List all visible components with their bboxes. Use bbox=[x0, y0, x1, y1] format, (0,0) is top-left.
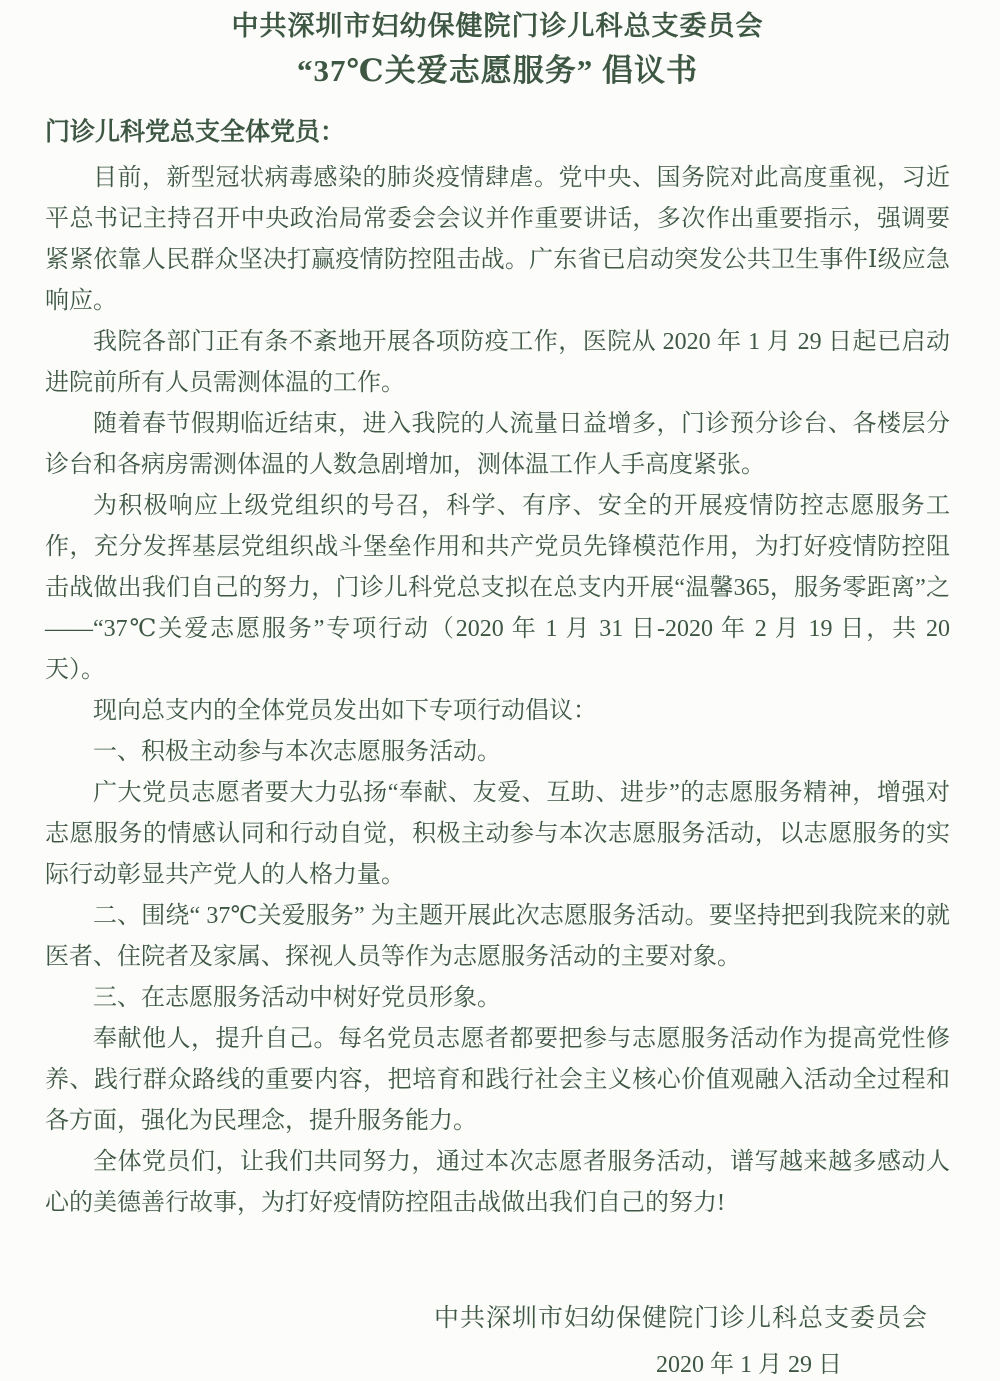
document-title: “37℃关爱志愿服务” 倡议书 bbox=[297, 53, 698, 88]
paragraph-action-plan: 为积极响应上级党组织的号召，科学、有序、安全的开展疫情防控志愿服务工作，充分发挥基层党组织战斗堡垒作用和共产党员先锋模范作用，为打好疫情防控阻击战做出我们自己的努力，门诊儿科党总支拟在总支内开展“温馨365，服务零距离”之——“37℃关爱志愿服务”专项行动（2020 年 1 月 31 日-2020 年 2 月 19 日，共 20 天）。 bbox=[45, 493, 950, 683]
paragraph-item-two: 二、围绕“ 37℃关爱服务” 为主题开展此次志愿服务活动。要坚持把到我院来的就医者、住院者及家属、探视人员等作为志愿服务活动的主要对象。 bbox=[45, 903, 950, 970]
date: 2020 年 1 月 29 日 bbox=[656, 1352, 842, 1378]
paragraph-item-one-heading: 一、积极主动参与本次志愿服务活动。 bbox=[93, 739, 501, 765]
paragraph-staff-shortage: 随着春节假期临近结束，进入我院的人流量日益增多，门诊预分诊台、各楼层分诊台和各病房需测体温的人数急剧增加，测体温工作人手高度紧张。 bbox=[45, 411, 950, 478]
document-org-title: 中共深圳市妇幼保健院门诊儿科总支委员会 bbox=[231, 11, 764, 41]
paragraph-intro-epidemic: 目前，新型冠状病毒感染的肺炎疫情肆虐。党中央、国务院对此高度重视，习近平总书记主持召开中央政治局常委会会议并作重要讲话，多次作出重要指示，强调要紧紧依靠人民群众坚决打赢疫情防控阻击战。广东省已启动突发公共卫生事件Ⅰ级应急响应。 bbox=[45, 165, 950, 314]
signature: 中共深圳市妇幼保健院门诊儿科总支委员会 bbox=[433, 1305, 928, 1332]
salutation: 门诊儿科党总支全体党员： bbox=[45, 119, 346, 146]
document-body bbox=[45, 158, 950, 1224]
paragraph-proposal-lead: 现向总支内的全体党员发出如下专项行动倡议： bbox=[93, 698, 597, 724]
paragraph-item-three-body: 奉献他人，提升自己。每名党员志愿者都要把参与志愿服务活动作为提高党性修养、践行群众路线的重要内容，把培育和践行社会主义核心价值观融入活动全过程和各方面，强化为民理念，提升服务能力。 bbox=[45, 1026, 950, 1134]
paragraph-closing: 全体党员们，让我们共同努力，通过本次志愿者服务活动，谱写越来越多感动人心的美德善行故事，为打好疫情防控阻击战做出我们自己的努力! bbox=[45, 1149, 950, 1216]
signature-block bbox=[45, 1302, 950, 1381]
paragraph-item-one-body: 广大党员志愿者要大力弘扬“奉献、友爱、互助、进步”的志愿服务精神，增强对志愿服务的情感认同和行动自觉，积极主动参与本次志愿服务活动，以志愿服务的实际行动彰显共产党人的人格力量。 bbox=[45, 780, 950, 888]
paragraph-hospital-measures: 我院各部门正有条不紊地开展各项防疫工作，医院从 2020 年 1 月 29 日起已启动进院前所有人员需测体温的工作。 bbox=[45, 329, 950, 396]
paragraph-item-three-heading: 三、在志愿服务活动中树好党员形象。 bbox=[93, 985, 501, 1011]
